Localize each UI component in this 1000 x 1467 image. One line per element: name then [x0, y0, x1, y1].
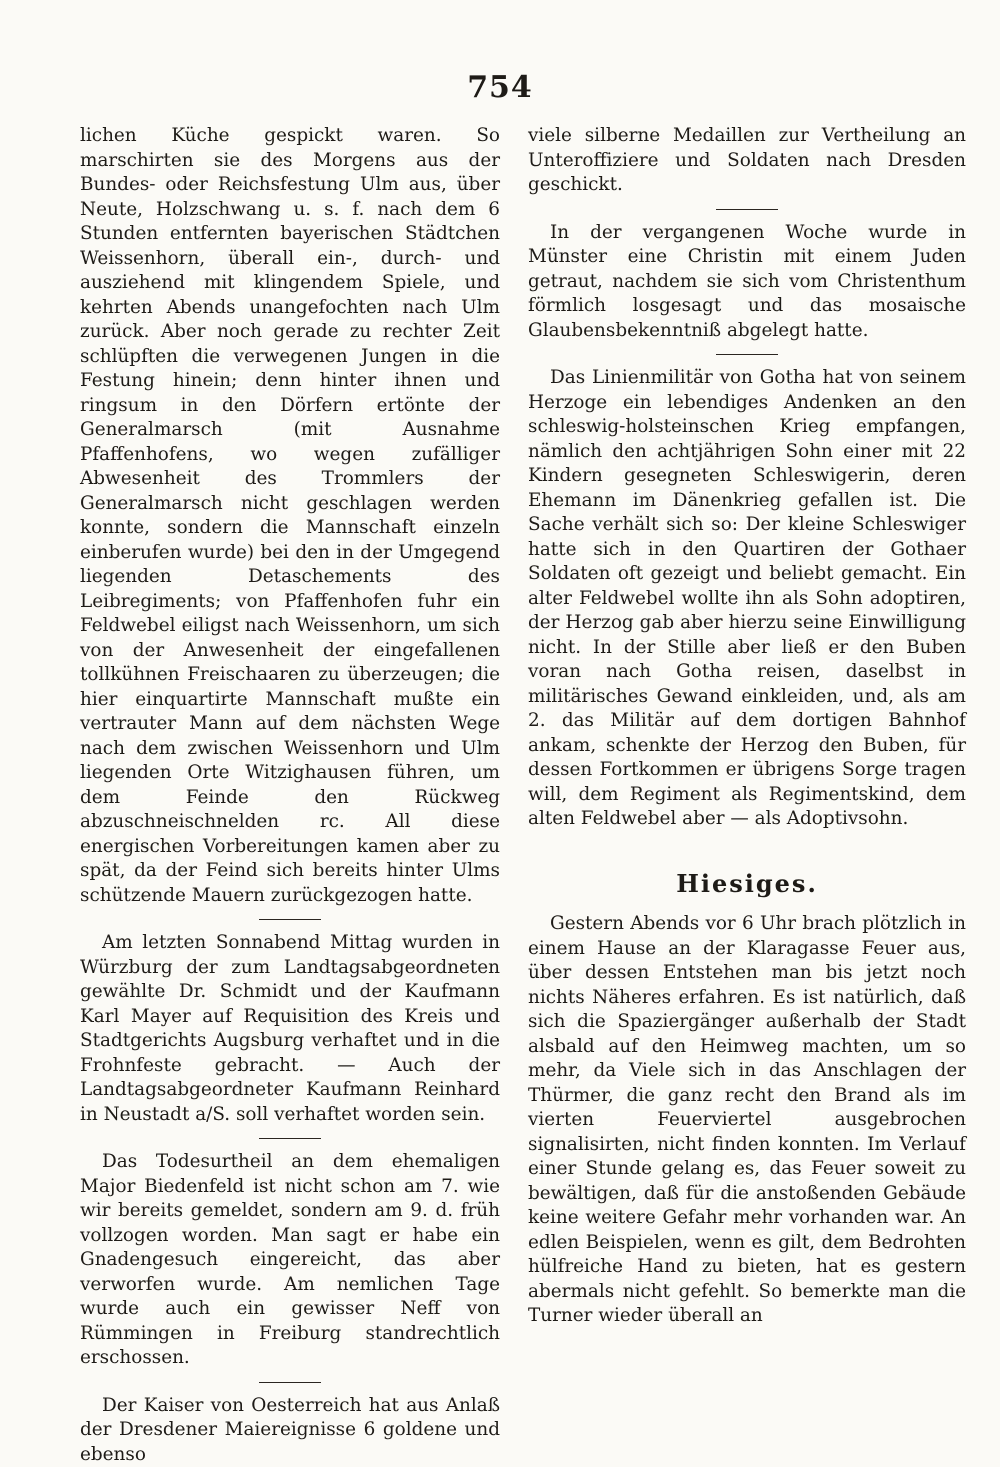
- page-number: 754: [0, 70, 1000, 105]
- article-gotha-military: Das Linienmilitär von Gotha hat von seinem Herzoge ein lebendiges Andenken an den schleswig-holsteinschen Krieg empfangen, nämlich den achtjährigen Sohn einer mit 22 Kindern gesegneten Schleswigerin, deren Ehemann im Dänenkrieg gefallen ist. Die Sache verhält sich so: Der kleine Schleswiger hatte sich in den Quartiren der Gothaer Soldaten oft gezeigt und beliebt gemacht. Ein alter Feldwebel wollte ihn als Sohn adoptiren, der Herzog gab aber hierzu seine Einwilligung nicht. In der Stille aber ließ er den Buben voran nach Gotha reisen, daselbst in militärisches Gewand einkleiden, und, als am 2. das Militär auf dem dortigen Bahnhof ankam, schenkte der Herzog den Buben, für dessen Fortkommen er übrigens Sorge tragen will, dem Regiment als Regimentskind, dem alten Feldwebel aber — als Adoptivsohn.: [528, 366, 966, 832]
- divider: [259, 1138, 321, 1139]
- article-biedenfeld: Das Todesurtheil an dem ehemaligen Major Biedenfeld ist nicht schon am 7. wie wir bereits gemeldet, sondern am 9. d. früh vollzogen worden. Man sagt er habe ein Gnadengesuch eingereicht, das aber verworfen wurde. Am nemlichen Tage wurde auch ein gewisser Neff von Rümmingen in Freiburg standrechtlich erschossen.: [80, 1150, 500, 1371]
- left-column: [80, 124, 500, 1467]
- article-medals-continuation: viele silberne Medaillen zur Vertheilung an Unteroffiziere und Soldaten nach Dresden geschickt.: [528, 124, 966, 198]
- article-kaiser-medals: Der Kaiser von Oesterreich hat aus Anlaß der Dresdener Maiereignisse 6 goldene und ebenso: [80, 1394, 500, 1467]
- article-wuerzburg-arrests: Am letzten Sonnabend Mittag wurden in Würzburg der zum Landtagsabgeordneten gewählte Dr. Schmidt und der Kaufmann Karl Mayer auf Requisition des Kreis und Stadtgerichts Augsburg verhaftet und in die Frohnfeste gebracht. — Auch der Landtagsabgeordneter Kaufmann Reinhard in Neustadt a/S. soll verhaftet worden sein.: [80, 931, 500, 1127]
- divider: [259, 1382, 321, 1383]
- section-title-hiesiges: Hiesiges.: [528, 872, 966, 897]
- divider: [716, 354, 778, 355]
- article-muenster-wedding: In der vergangenen Woche wurde in Münster eine Christin mit einem Juden getraut, nachdem sie sich vom Christenthum förmlich losgesagt und das mosaische Glaubensbekenntniß abgelegt hatte.: [528, 221, 966, 344]
- article-continuation-ulm: lichen Küche gespickt waren. So marschirten sie des Morgens aus der Bundes- oder Reichsfestung Ulm aus, über Neute, Holzschwang u. s. f. nach dem 6 Stunden entfernten bayerischen Städtchen Weissenhorn, überall ein-, durch- und ausziehend mit klingendem Spiele, und kehrten Abends unangefochten nach Ulm zurück. Aber noch gerade zu rechter Zeit schlüpften die verwegenen Jungen in die Festung hinein; denn hinter ihnen und ringsum in den Dörfern ertönte der Generalmarsch (mit Ausnahme Pfaffenhofens, wo wegen zufälliger Abwesenheit des Trommlers der Generalmarsch nicht geschlagen werden konnte, sondern die Mannschaft einzeln einberufen wurde) bei den in der Umgegend liegenden Detaschements des Leibregiments; von Pfaffenhofen fuhr ein Feldwebel eiligst nach Weissenhorn, um sich von der Anwesenheit der eingefallenen tollkühnen Freischaaren zu überzeugen; die hier einquartirte Mannschaft mußte ein vertrauter Mann auf dem nächsten Wege nach dem zwischen Weissenhorn und Ulm liegenden Orte Witzighausen führen, um dem Feinde den Rückweg abzuschneischnelden rc. All diese energischen Vorbereitungen kamen aber zu spät, da der Feind sich bereits hinter Ulms schützende Mauern zurückgezogen hatte.: [80, 124, 500, 908]
- right-column: [528, 124, 966, 1329]
- divider: [716, 209, 778, 210]
- article-fire-klaragasse: Gestern Abends vor 6 Uhr brach plötzlich in einem Hause an der Klaragasse Feuer aus, über dessen Entstehen man bis jetzt noch nichts Näheres erfahren. Es ist natürlich, daß sich die Spaziergänger außerhalb der Stadt alsbald auf den Heimweg machten, um so mehr, da Viele sich in das Anschlagen der Thürmer, die ganz recht den Brand als im vierten Feuerviertel ausgebrochen signalisirten, nicht finden konnten. Im Verlauf einer Stunde gelang es, das Feuer soweit zu bewältigen, daß für die anstoßenden Gebäude keine weitere Gefahr mehr vorhanden war. An edlen Beispielen, wenn es gilt, dem Bedrohten hülfreiche Hand zu bieten, hat es gestern abermals nicht gefehlt. So bemerkte man die Turner wieder überall an: [528, 912, 966, 1329]
- divider: [259, 919, 321, 920]
